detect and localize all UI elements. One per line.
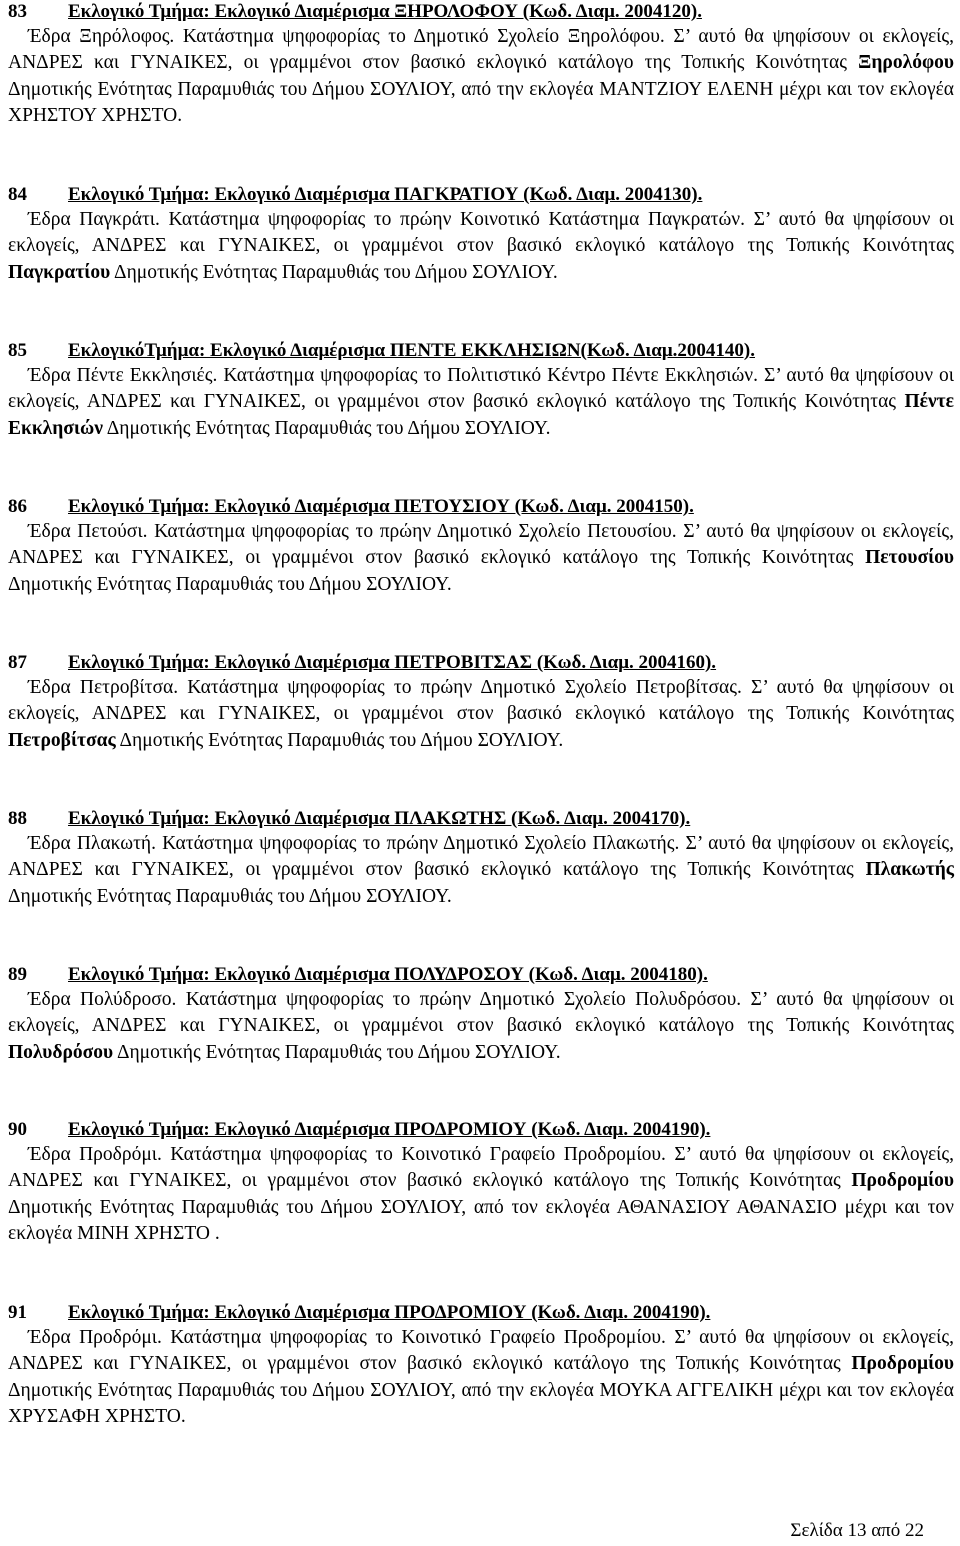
entry-body	[8, 1142, 954, 1248]
body-text: Έδρα Πετούσι. Κατάστημα ψηφοφορίας το πρώην Δημοτικό Σχολείο Πετουσίου. Σ’ αυτό θα ψηφίσουν οι εκλογείς, ΑΝΔΡΕΣ και ΓΥΝΑΙΚΕΣ, οι γραμμένοι στον βασικό εκλογικό κατάλογο της Τοπικής Κοινότητας	[8, 521, 954, 569]
entry-heading	[8, 963, 954, 987]
entry-title: Εκλογικό Τμήμα: Εκλογικό Διαμέρισμα ΞΗΡΟΛΟΦΟΥ (Κωδ. Διαμ. 2004120).	[68, 1, 702, 22]
entry-89	[0, 963, 954, 1066]
entry-heading	[8, 339, 954, 363]
body-text: Δημοτικής Ενότητας Παραμυθιάς του Δήμου ΣΟΥΛΙΟΥ.	[110, 261, 558, 283]
community-name: Πολυδρόσου	[8, 1041, 114, 1063]
entry-title: Εκλογικό Τμήμα: Εκλογικό Διαμέρισμα ΠΕΤΡΟΒΙΤΣΑΣ (Κωδ. Διαμ. 2004160).	[68, 652, 717, 673]
entry-body	[8, 363, 954, 442]
page-number-footer: Σελίδα 13 από 22	[790, 1520, 924, 1541]
entry-90	[0, 1118, 954, 1248]
entry-heading	[8, 651, 954, 675]
body-text: Έδρα Παγκράτι. Κατάστημα ψηφοφορίας το πρώην Κοινοτικό Κατάστημα Παγκρατών. Σ’ αυτό θα ψηφίσουν οι εκλογείς, ΑΝΔΡΕΣ και ΓΥΝΑΙΚΕΣ, οι γραμμένοι στον βασικό εκλογικό κατάλογο της Τοπικής Κοινότητας	[8, 209, 954, 257]
community-name: Ξηρολόφου	[858, 52, 954, 74]
entry-number: 91	[8, 1302, 27, 1323]
entry-heading	[8, 495, 954, 519]
entry-title: Εκλογικό Τμήμα: Εκλογικό Διαμέρισμα ΠΡΟΔΡΟΜΙΟΥ (Κωδ. Διαμ. 2004190).	[68, 1119, 711, 1140]
entry-title: Εκλογικό Τμήμα: Εκλογικό Διαμέρισμα ΠΑΓΚΡΑΤΙΟΥ (Κωδ. Διαμ. 2004130).	[68, 184, 703, 205]
entry-number: 83	[8, 1, 27, 22]
entry-number: 90	[8, 1119, 27, 1140]
entry-number: 89	[8, 964, 27, 985]
body-text: Δημοτικής Ενότητας Παραμυθιάς του Δήμου ΣΟΥΛΙΟΥ, από την εκλογέα ΜΑΝΤΖΙΟΥ ΕΛΕΝΗ μέχρι και τον εκλογέα ΧΡΗΣΤΟΥ ΧΡΗΣΤΟ.	[8, 78, 954, 127]
body-text: Δημοτικής Ενότητας Παραμυθιάς του Δήμου ΣΟΥΛΙΟΥ.	[102, 417, 551, 439]
entry-number: 87	[8, 652, 27, 673]
community-name: Πέντε Εκκλησιών	[8, 391, 954, 439]
entry-heading	[8, 807, 954, 831]
entry-87	[0, 651, 954, 754]
entry-number: 88	[8, 808, 27, 829]
community-name: Πετουσίου	[865, 547, 954, 569]
community-name: Προδρομίου	[851, 1170, 954, 1192]
community-name: Προδρομίου	[851, 1353, 954, 1375]
entry-title: Εκλογικό Τμήμα: Εκλογικό Διαμέρισμα ΠΡΟΔΡΟΜΙΟΥ (Κωδ. Διαμ. 2004190).	[68, 1302, 711, 1323]
entry-body	[8, 675, 954, 754]
entry-heading	[8, 1301, 954, 1325]
body-text: Έδρα Πέντε Εκκλησιές. Κατάστημα ψηφοφορίας το Πολιτιστικό Κέντρο Πέντε Εκκλησιών. Σ’ αυτό θα ψηφίσουν οι εκλογείς, ΑΝΔΡΕΣ και ΓΥΝΑΙΚΕΣ, οι γραμμένοι στον βασικό εκλογικό κατάλογο της Τοπικής Κοινότητας	[8, 365, 954, 413]
community-name: Πλακωτής	[865, 859, 954, 881]
community-name: Πετροβίτσας	[8, 729, 116, 751]
entry-body	[8, 207, 954, 286]
entry-number: 85	[8, 340, 27, 361]
entry-heading	[8, 0, 954, 24]
body-text: Έδρα Ξηρόλοφος. Κατάστημα ψηφοφορίας το Δημοτικό Σχολείο Ξηρολόφου. Σ’ αυτό θα ψηφίσουν οι εκλογείς, ΑΝΔΡΕΣ και ΓΥΝΑΙΚΕΣ, οι γραμμένοι στον βασικό εκλογικό κατάλογο της Τοπικής Κοινότητας	[8, 26, 954, 74]
entry-heading	[8, 1118, 954, 1142]
body-text: Δημοτικής Ενότητας Παραμυθιάς του Δήμου ΣΟΥΛΙΟΥ.	[115, 729, 564, 751]
entry-body	[8, 987, 954, 1066]
body-text: Δημοτικής Ενότητας Παραμυθιάς του Δήμου ΣΟΥΛΙΟΥ.	[8, 573, 452, 595]
entry-body	[8, 24, 954, 130]
body-text: Δημοτικής Ενότητας Παραμυθιάς του Δήμου ΣΟΥΛΙΟΥ.	[8, 885, 452, 907]
body-text: Έδρα Προδρόμι. Κατάστημα ψηφοφορίας το Κοινοτικό Γραφείο Προδρομίου. Σ’ αυτό θα ψηφίσουν οι εκλογείς, ΑΝΔΡΕΣ και ΓΥΝΑΙΚΕΣ, οι γραμμένοι στον βασικό εκλογικό κατάλογο της Τοπικής Κοινότητας	[8, 1144, 954, 1192]
entry-body	[8, 831, 954, 910]
body-text: Δημοτικής Ενότητας Παραμυθιάς του Δήμου ΣΟΥΛΙΟΥ.	[113, 1041, 561, 1063]
body-text: Δημοτικής Ενότητας Παραμυθιάς του Δήμου ΣΟΥΛΙΟΥ, από τον εκλογέα ΑΘΑΝΑΣΙΟΥ ΑΘΑΝΑΣΙΟ μέχρι και τον εκλογέα ΜΙΝΗ ΧΡΗΣΤΟ .	[8, 1196, 954, 1245]
entry-88	[0, 807, 954, 910]
entry-title: Εκλογικό Τμήμα: Εκλογικό Διαμέρισμα ΠΕΤΟΥΣΙΟΥ (Κωδ. Διαμ. 2004150).	[68, 496, 694, 517]
entry-85	[0, 339, 954, 442]
entry-title: ΕκλογικόΤμήμα: Εκλογικό Διαμέρισμα ΠΕΝΤΕ ΕΚΚΛΗΣΙΩΝ(Κωδ. Διαμ.2004140).	[68, 340, 755, 361]
entry-body	[8, 1325, 954, 1431]
community-name: Παγκρατίου	[8, 261, 111, 283]
entry-number: 86	[8, 496, 27, 517]
body-text: Έδρα Πλακωτή. Κατάστημα ψηφοφορίας το πρώην Δημοτικό Σχολείο Πλακωτής. Σ’ αυτό θα ψηφίσουν οι εκλογείς, ΑΝΔΡΕΣ και ΓΥΝΑΙΚΕΣ, οι γραμμένοι στον βασικό εκλογικό κατάλογο της Τοπικής Κοινότητας	[8, 833, 954, 881]
entry-84	[0, 183, 954, 286]
entry-number: 84	[8, 184, 27, 205]
entry-body	[8, 519, 954, 598]
entry-86	[0, 495, 954, 598]
entry-heading	[8, 183, 954, 207]
body-text: Έδρα Πολύδροσο. Κατάστημα ψηφοφορίας το πρώην Δημοτικό Σχολείο Πολυδρόσου. Σ’ αυτό θα ψηφίσουν οι εκλογείς, ΑΝΔΡΕΣ και ΓΥΝΑΙΚΕΣ, οι γραμμένοι στον βασικό εκλογικό κατάλογο της Τοπικής Κοινότητας	[8, 989, 954, 1037]
entry-title: Εκλογικό Τμήμα: Εκλογικό Διαμέρισμα ΠΟΛΥΔΡΟΣΟΥ (Κωδ. Διαμ. 2004180).	[68, 964, 708, 985]
entry-91	[0, 1301, 954, 1431]
entry-83	[0, 0, 954, 130]
body-text: Έδρα Πετροβίτσα. Κατάστημα ψηφοφορίας το πρώην Δημοτικό Σχολείο Πετροβίτσας. Σ’ αυτό θα ψηφίσουν οι εκλογείς, ΑΝΔΡΕΣ και ΓΥΝΑΙΚΕΣ, οι γραμμένοι στον βασικό εκλογικό κατάλογο της Τοπικής Κοινότητας	[8, 677, 954, 725]
body-text: Έδρα Προδρόμι. Κατάστημα ψηφοφορίας το Κοινοτικό Γραφείο Προδρομίου. Σ’ αυτό θα ψηφίσουν οι εκλογείς, ΑΝΔΡΕΣ και ΓΥΝΑΙΚΕΣ, οι γραμμένοι στον βασικό εκλογικό κατάλογο της Τοπικής Κοινότητας	[8, 1327, 954, 1375]
body-text: Δημοτικής Ενότητας Παραμυθιάς του Δήμου ΣΟΥΛΙΟΥ, από την εκλογέα ΜΟΥΚΑ ΑΓΓΕΛΙΚΗ μέχρι και τον εκλογέα ΧΡΥΣΑΦΗ ΧΡΗΣΤΟ.	[8, 1379, 954, 1428]
entry-title: Εκλογικό Τμήμα: Εκλογικό Διαμέρισμα ΠΛΑΚΩΤΗΣ (Κωδ. Διαμ. 2004170).	[68, 808, 691, 829]
